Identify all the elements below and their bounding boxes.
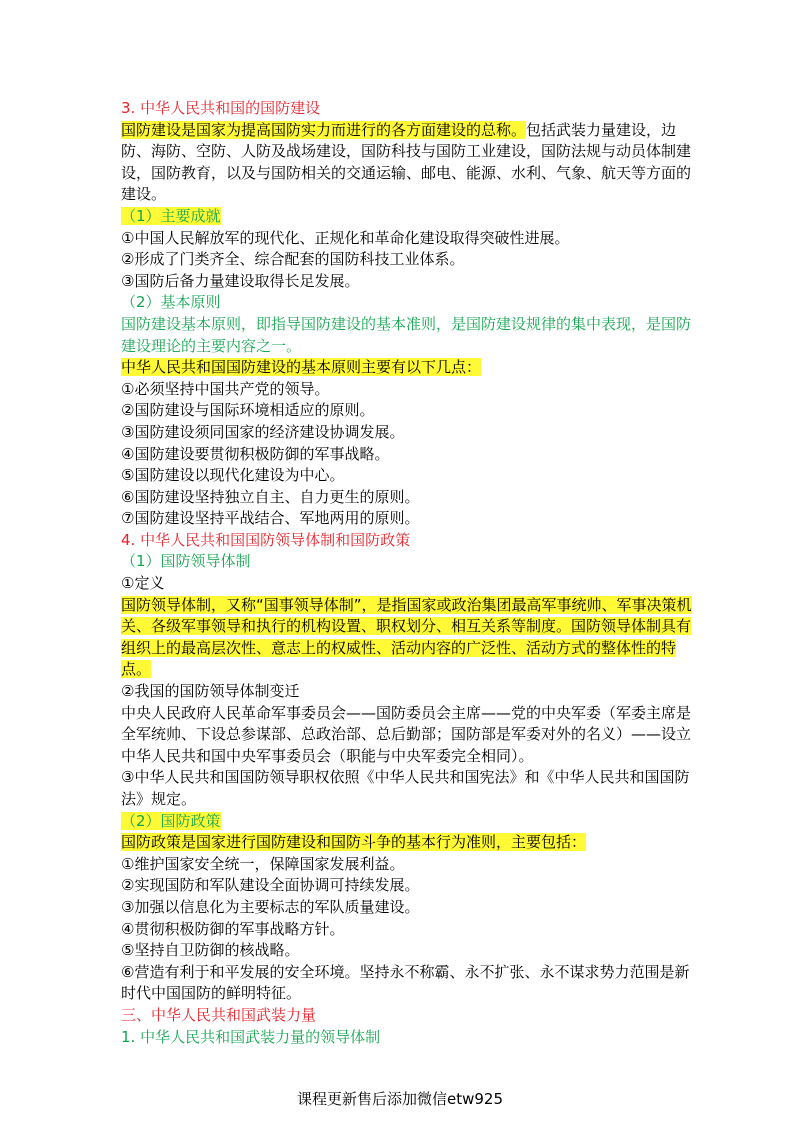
- list-item: ②国防建设与国际环境相适应的原则。: [121, 401, 375, 420]
- list-item: ⑤坚持自卫防御的核战略。: [121, 941, 300, 960]
- list-item: ④国防建设要贯彻积极防御的军事战略。: [121, 444, 390, 463]
- list-item: ⑥国防建设坚持独立自主、自力更生的原则。: [121, 487, 420, 506]
- list-item: ③国防建设须同国家的经济建设协调发展。: [121, 422, 405, 441]
- principles-intro: 中华人民共和国国防建设的基本原则主要有以下几点：: [121, 358, 482, 377]
- list-item: ⑦国防建设坚持平战结合、军地两用的原则。: [121, 509, 420, 528]
- list-item: ②形成了门类齐全、综合配套的国防科技工业体系。: [121, 250, 465, 269]
- definition-rest: 包括武装力量建设，边防、海防、空防、人防及战场建设，国防科技与国防工业建设，国防法规与动员体制建设，国防教育，以及与国防相关的交通运输、邮电、能源、水利、气象、航天等方面的建设。: [121, 120, 692, 204]
- list-item: ③加强以信息化为主要标志的军队质量建设。: [121, 897, 420, 916]
- document-body: [121, 98, 693, 1048]
- section-heading-3: 3. 中华人民共和国的国防建设: [121, 99, 321, 117]
- leadership-change-text: 中央人民政府人民革命军事委员会——国防委员会主席——党的中央军委（军委主席是全军统帅、下设总参谋部、总政治部、总后勤部；国防部是军委对外的名义）——设立中华人民共和国中央军事委员会（职能与中央军委完全相同）。: [121, 703, 692, 765]
- leadership-definition: 国防领导体制，又称“国事领导体制”，是指国家或政治集团最高军事统帅、军事决策机关、各级军事领导和执行的机构设置、职权划分、相互关系等制度。国防领导体制具有组织上的最高层次性、意志上的权威性、活动内容的广泛性、活动方式的整体性的特点。: [121, 595, 692, 679]
- highlighted-definition: 国防建设是国家为提高国防实力而进行的各方面建设的总称。: [121, 120, 527, 139]
- list-item: ②实现国防和军队建设全面协调可持续发展。: [121, 876, 420, 895]
- list-item: ①维护国家安全统一，保障国家发展利益。: [121, 854, 405, 873]
- leadership-change-label: ②我国的国防领导体制变迁: [121, 682, 300, 701]
- footer-text: 课程更新售后添加微信etw925: [296, 1090, 503, 1108]
- list-item: ④贯彻积极防御的军事战略方针。: [121, 919, 345, 938]
- subheading-leadership: （1）国防领导体制: [121, 552, 251, 571]
- defense-construction-definition: [121, 120, 693, 206]
- leadership-law-text: ③中华人民共和国国防领导职权依照《中华人民共和国宪法》和《中华人民共和国国防法》规定。: [121, 768, 690, 808]
- principles-definition: 国防建设基本原则，即指导国防建设的基本准则，是国防建设规律的集中表现，是国防建设理论的主要内容之一。: [121, 314, 692, 355]
- subheading-principles: （2）基本原则: [121, 293, 221, 312]
- subheading-achievements: （1）主要成就: [121, 206, 221, 225]
- section-heading-three: 三、中华人民共和国武装力量: [121, 1005, 317, 1024]
- policy-intro: 国防政策是国家进行国防建设和国防斗争的基本行为准则，主要包括：: [121, 833, 587, 852]
- list-item: ①必须坚持中国共产党的领导。: [121, 379, 330, 398]
- subheading-policy: （2）国防政策: [121, 811, 221, 830]
- list-item: ①中国人民解放军的现代化、正规化和革命化建设取得突破性进展。: [121, 228, 570, 247]
- subheading-armed-forces-leadership: 1. 中华人民共和国武装力量的领导体制: [121, 1027, 381, 1046]
- list-item: ⑤国防建设以现代化建设为中心。: [121, 466, 345, 485]
- leadership-def-label: ①定义: [121, 574, 165, 593]
- section-heading-4: 4. 中华人民共和国国防领导体制和国防政策: [121, 530, 411, 549]
- list-item: ⑥营造有利于和平发展的安全环境。坚持永不称霸、永不扩张、永不谋求势力范围是新时代中国国防的鲜明特征。: [121, 962, 690, 1003]
- list-item: ③国防后备力量建设取得长足发展。: [121, 271, 360, 290]
